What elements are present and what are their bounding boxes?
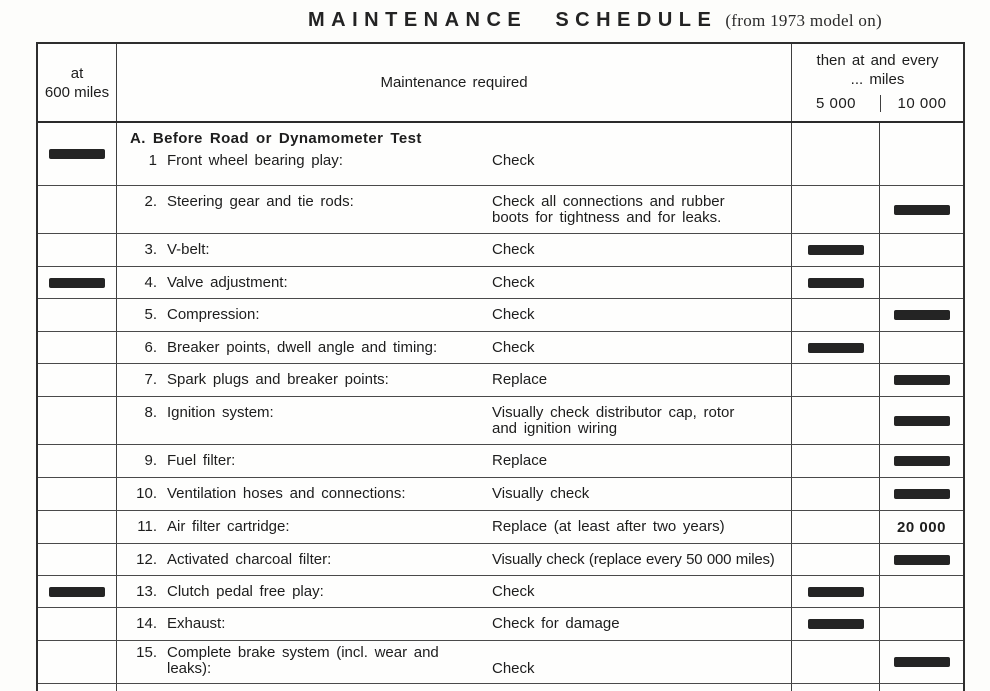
cell-10000-miles xyxy=(880,576,963,607)
schedule-mark xyxy=(894,310,950,320)
cell-at-600-miles xyxy=(38,123,117,185)
header-maintenance-required: Maintenance required xyxy=(117,44,792,121)
cell-maintenance-required xyxy=(117,332,792,363)
table-row xyxy=(38,123,963,186)
table-row-partial xyxy=(38,684,963,691)
item-label: Ventilation hoses and connections: xyxy=(167,485,406,502)
page-title xyxy=(308,9,882,32)
maintenance-item xyxy=(117,242,492,258)
cell-at-600-miles xyxy=(38,267,117,298)
maintenance-item xyxy=(117,372,492,388)
item-number: 15. xyxy=(136,644,157,661)
maintenance-item xyxy=(117,340,492,356)
item-line xyxy=(117,519,492,535)
maintenance-action: Check for damage xyxy=(492,615,620,632)
table-row xyxy=(38,332,963,364)
cell-maintenance-required xyxy=(117,186,792,233)
item-label: Air filter cartridge: xyxy=(167,518,290,535)
cell-at-600-miles xyxy=(38,332,117,363)
special-interval-value: 20 000 xyxy=(897,518,946,536)
cell-at-600-miles xyxy=(38,299,117,331)
item-line xyxy=(117,242,492,258)
cell-5000-miles xyxy=(792,364,880,396)
header-interval-caption xyxy=(792,44,963,95)
cell-5000-miles xyxy=(792,478,880,510)
cell-10000-miles xyxy=(880,511,963,543)
item-label: Clutch pedal free play: xyxy=(167,582,324,600)
maintenance-action: Check xyxy=(492,660,535,677)
title-text: MAINTENANCE SCHEDULE xyxy=(308,9,718,31)
cell-10000-miles xyxy=(880,186,963,233)
item-label: Complete brake system (incl. wear and leaks): xyxy=(167,644,439,677)
schedule-mark xyxy=(808,619,864,629)
cell-at-600-miles xyxy=(38,234,117,266)
maintenance-action: Replace (at least after two years) xyxy=(492,518,725,535)
schedule-mark xyxy=(49,587,105,597)
cell-10000-miles xyxy=(880,684,963,691)
table-row xyxy=(38,576,963,608)
item-number: 13. xyxy=(136,582,157,600)
cell-maintenance-required xyxy=(117,641,792,683)
item-number: 6. xyxy=(144,338,157,356)
schedule-mark xyxy=(894,205,950,215)
item-line xyxy=(117,194,492,210)
maintenance-item xyxy=(117,552,492,568)
maintenance-item xyxy=(117,453,492,469)
table-row xyxy=(38,511,963,544)
maintenance-action: Visually check (replace every 50 000 miles) xyxy=(492,550,775,568)
table-row xyxy=(38,641,963,684)
cell-at-600-miles xyxy=(38,478,117,510)
item-label: Breaker points, dwell angle and timing: xyxy=(167,338,438,356)
maintenance-action: Visually check xyxy=(492,485,590,502)
item-label: Activated charcoal filter: xyxy=(167,550,332,568)
cell-5000-miles xyxy=(792,397,880,444)
table-row xyxy=(38,186,963,234)
schedule-mark xyxy=(49,149,105,159)
cell-10000-miles xyxy=(880,478,963,510)
cell-5000-miles xyxy=(792,544,880,575)
header-interval-columns xyxy=(792,95,963,112)
header-col-10000: 10 000 xyxy=(880,95,963,112)
table-row xyxy=(38,544,963,576)
cell-5000-miles xyxy=(792,299,880,331)
item-label: Spark plugs and breaker points: xyxy=(167,371,389,388)
item-line xyxy=(117,453,492,469)
cell-maintenance-required xyxy=(117,267,792,298)
cell-at-600-miles xyxy=(38,186,117,233)
schedule-mark xyxy=(808,245,864,255)
cell-maintenance-required xyxy=(117,544,792,575)
item-number: 2. xyxy=(144,193,157,210)
cell-5000-miles xyxy=(792,511,880,543)
maintenance-action: Check all connections and rubber boots for tightness and for leaks. xyxy=(492,193,725,226)
item-label: Steering gear and tie rods: xyxy=(167,193,354,210)
maintenance-action: Check xyxy=(492,241,535,258)
cell-10000-miles xyxy=(880,234,963,266)
schedule-mark xyxy=(894,416,950,426)
cell-at-600-miles xyxy=(38,397,117,444)
item-line xyxy=(117,153,492,169)
table-row xyxy=(38,478,963,511)
maintenance-item xyxy=(117,275,492,291)
maintenance-action: Check xyxy=(492,338,535,356)
item-line xyxy=(117,275,492,291)
maintenance-schedule-table xyxy=(36,42,965,691)
cell-maintenance-required xyxy=(117,576,792,607)
schedule-mark xyxy=(894,489,950,499)
schedule-mark xyxy=(49,278,105,288)
maintenance-item xyxy=(117,486,492,502)
header-col-5000: 5 000 xyxy=(815,95,857,112)
item-line xyxy=(117,486,492,502)
maintenance-action: Check xyxy=(492,273,535,291)
item-label: Compression: xyxy=(167,306,260,323)
cell-at-600-miles xyxy=(38,544,117,575)
cell-10000-miles xyxy=(880,364,963,396)
cell-maintenance-required xyxy=(117,123,792,185)
maintenance-item xyxy=(117,307,492,323)
cell-5000-miles xyxy=(792,267,880,298)
item-label: Front wheel bearing play: xyxy=(167,152,343,169)
item-label: Valve adjustment: xyxy=(167,273,288,291)
cell-at-600-miles xyxy=(38,511,117,543)
cell-10000-miles xyxy=(880,299,963,331)
cell-at-600-miles xyxy=(38,364,117,396)
table-row xyxy=(38,364,963,397)
item-number: 4. xyxy=(144,273,157,291)
cell-maintenance-required xyxy=(117,478,792,510)
schedule-mark xyxy=(894,657,950,667)
cell-at-600-miles xyxy=(38,608,117,640)
header-at-line1: at xyxy=(70,64,84,82)
item-line xyxy=(117,584,492,600)
cell-maintenance-required xyxy=(117,397,792,444)
maintenance-action: Replace xyxy=(492,452,548,469)
item-label: Fuel filter: xyxy=(167,452,236,469)
cell-10000-miles xyxy=(880,332,963,363)
cell-5000-miles xyxy=(792,684,880,691)
cell-10000-miles xyxy=(880,267,963,298)
maintenance-item xyxy=(117,584,492,600)
schedule-mark xyxy=(894,375,950,385)
item-number: 9. xyxy=(144,452,157,469)
schedule-mark xyxy=(894,456,950,466)
cell-5000-miles xyxy=(792,641,880,683)
cell-maintenance-required xyxy=(117,608,792,640)
item-line xyxy=(117,645,492,677)
cell-10000-miles xyxy=(880,544,963,575)
cell-maintenance-required xyxy=(117,684,792,691)
cell-10000-miles xyxy=(880,397,963,444)
cell-5000-miles xyxy=(792,234,880,266)
item-number: 12. xyxy=(136,550,157,568)
table-row xyxy=(38,299,963,332)
schedule-mark xyxy=(894,555,950,565)
item-line xyxy=(117,307,492,323)
cell-10000-miles xyxy=(880,445,963,477)
cell-maintenance-required xyxy=(117,445,792,477)
table-row xyxy=(38,445,963,478)
cell-5000-miles xyxy=(792,123,880,185)
item-number: 11. xyxy=(137,518,157,535)
schedule-mark xyxy=(808,343,864,353)
maintenance-item xyxy=(117,130,492,169)
item-line xyxy=(117,552,492,568)
cell-maintenance-required xyxy=(117,511,792,543)
header-interval-line2: ... miles xyxy=(850,70,905,88)
table-body xyxy=(38,123,963,691)
cell-5000-miles xyxy=(792,186,880,233)
cell-10000-miles xyxy=(880,608,963,640)
table-header xyxy=(38,44,963,123)
cell-at-600-miles xyxy=(38,576,117,607)
schedule-mark xyxy=(808,587,864,597)
cell-5000-miles xyxy=(792,576,880,607)
item-line xyxy=(117,405,492,421)
item-label: Ignition system: xyxy=(167,404,274,421)
item-number: 5. xyxy=(144,306,157,323)
title-suffix-text: (from 1973 model on) xyxy=(725,11,882,30)
table-row xyxy=(38,608,963,641)
item-number: 1 xyxy=(148,152,157,169)
item-line xyxy=(117,340,492,356)
table-row xyxy=(38,397,963,445)
item-number: 7. xyxy=(144,371,157,388)
cell-maintenance-required xyxy=(117,299,792,331)
item-number: 14. xyxy=(136,615,157,632)
cell-at-600-miles xyxy=(38,445,117,477)
cell-maintenance-required xyxy=(117,364,792,396)
section-heading: A. Before Road or Dynamometer Test xyxy=(130,130,422,147)
item-number: 8. xyxy=(144,404,157,421)
cell-5000-miles xyxy=(792,608,880,640)
header-interval-line1: then at and every xyxy=(816,51,939,69)
cell-10000-miles xyxy=(880,641,963,683)
table-row xyxy=(38,267,963,299)
maintenance-action: Visually check distributor cap, rotor and ignition wiring xyxy=(492,404,735,437)
item-label: V-belt: xyxy=(167,241,210,258)
maintenance-action: Check xyxy=(492,152,535,169)
header-at-line2: 600 miles xyxy=(44,83,110,101)
cell-at-600-miles xyxy=(38,641,117,683)
item-line xyxy=(117,372,492,388)
item-label: Exhaust: xyxy=(167,615,226,632)
cell-10000-miles xyxy=(880,123,963,185)
item-number: 10. xyxy=(136,485,157,502)
cell-at-600-miles xyxy=(38,684,117,691)
item-number: 3. xyxy=(144,241,157,258)
cell-5000-miles xyxy=(792,445,880,477)
maintenance-item xyxy=(117,519,492,535)
header-at-600-miles xyxy=(38,44,117,121)
item-line xyxy=(117,616,492,632)
cell-5000-miles xyxy=(792,332,880,363)
maintenance-action: Check xyxy=(492,306,535,323)
cell-maintenance-required xyxy=(117,234,792,266)
maintenance-item xyxy=(117,616,492,632)
maintenance-action: Replace xyxy=(492,371,548,388)
schedule-mark xyxy=(808,278,864,288)
maintenance-item xyxy=(117,645,492,677)
maintenance-action: Check xyxy=(492,582,535,600)
maintenance-item xyxy=(117,405,492,421)
table-row xyxy=(38,234,963,267)
maintenance-item xyxy=(117,194,492,210)
header-interval-group xyxy=(792,44,963,121)
